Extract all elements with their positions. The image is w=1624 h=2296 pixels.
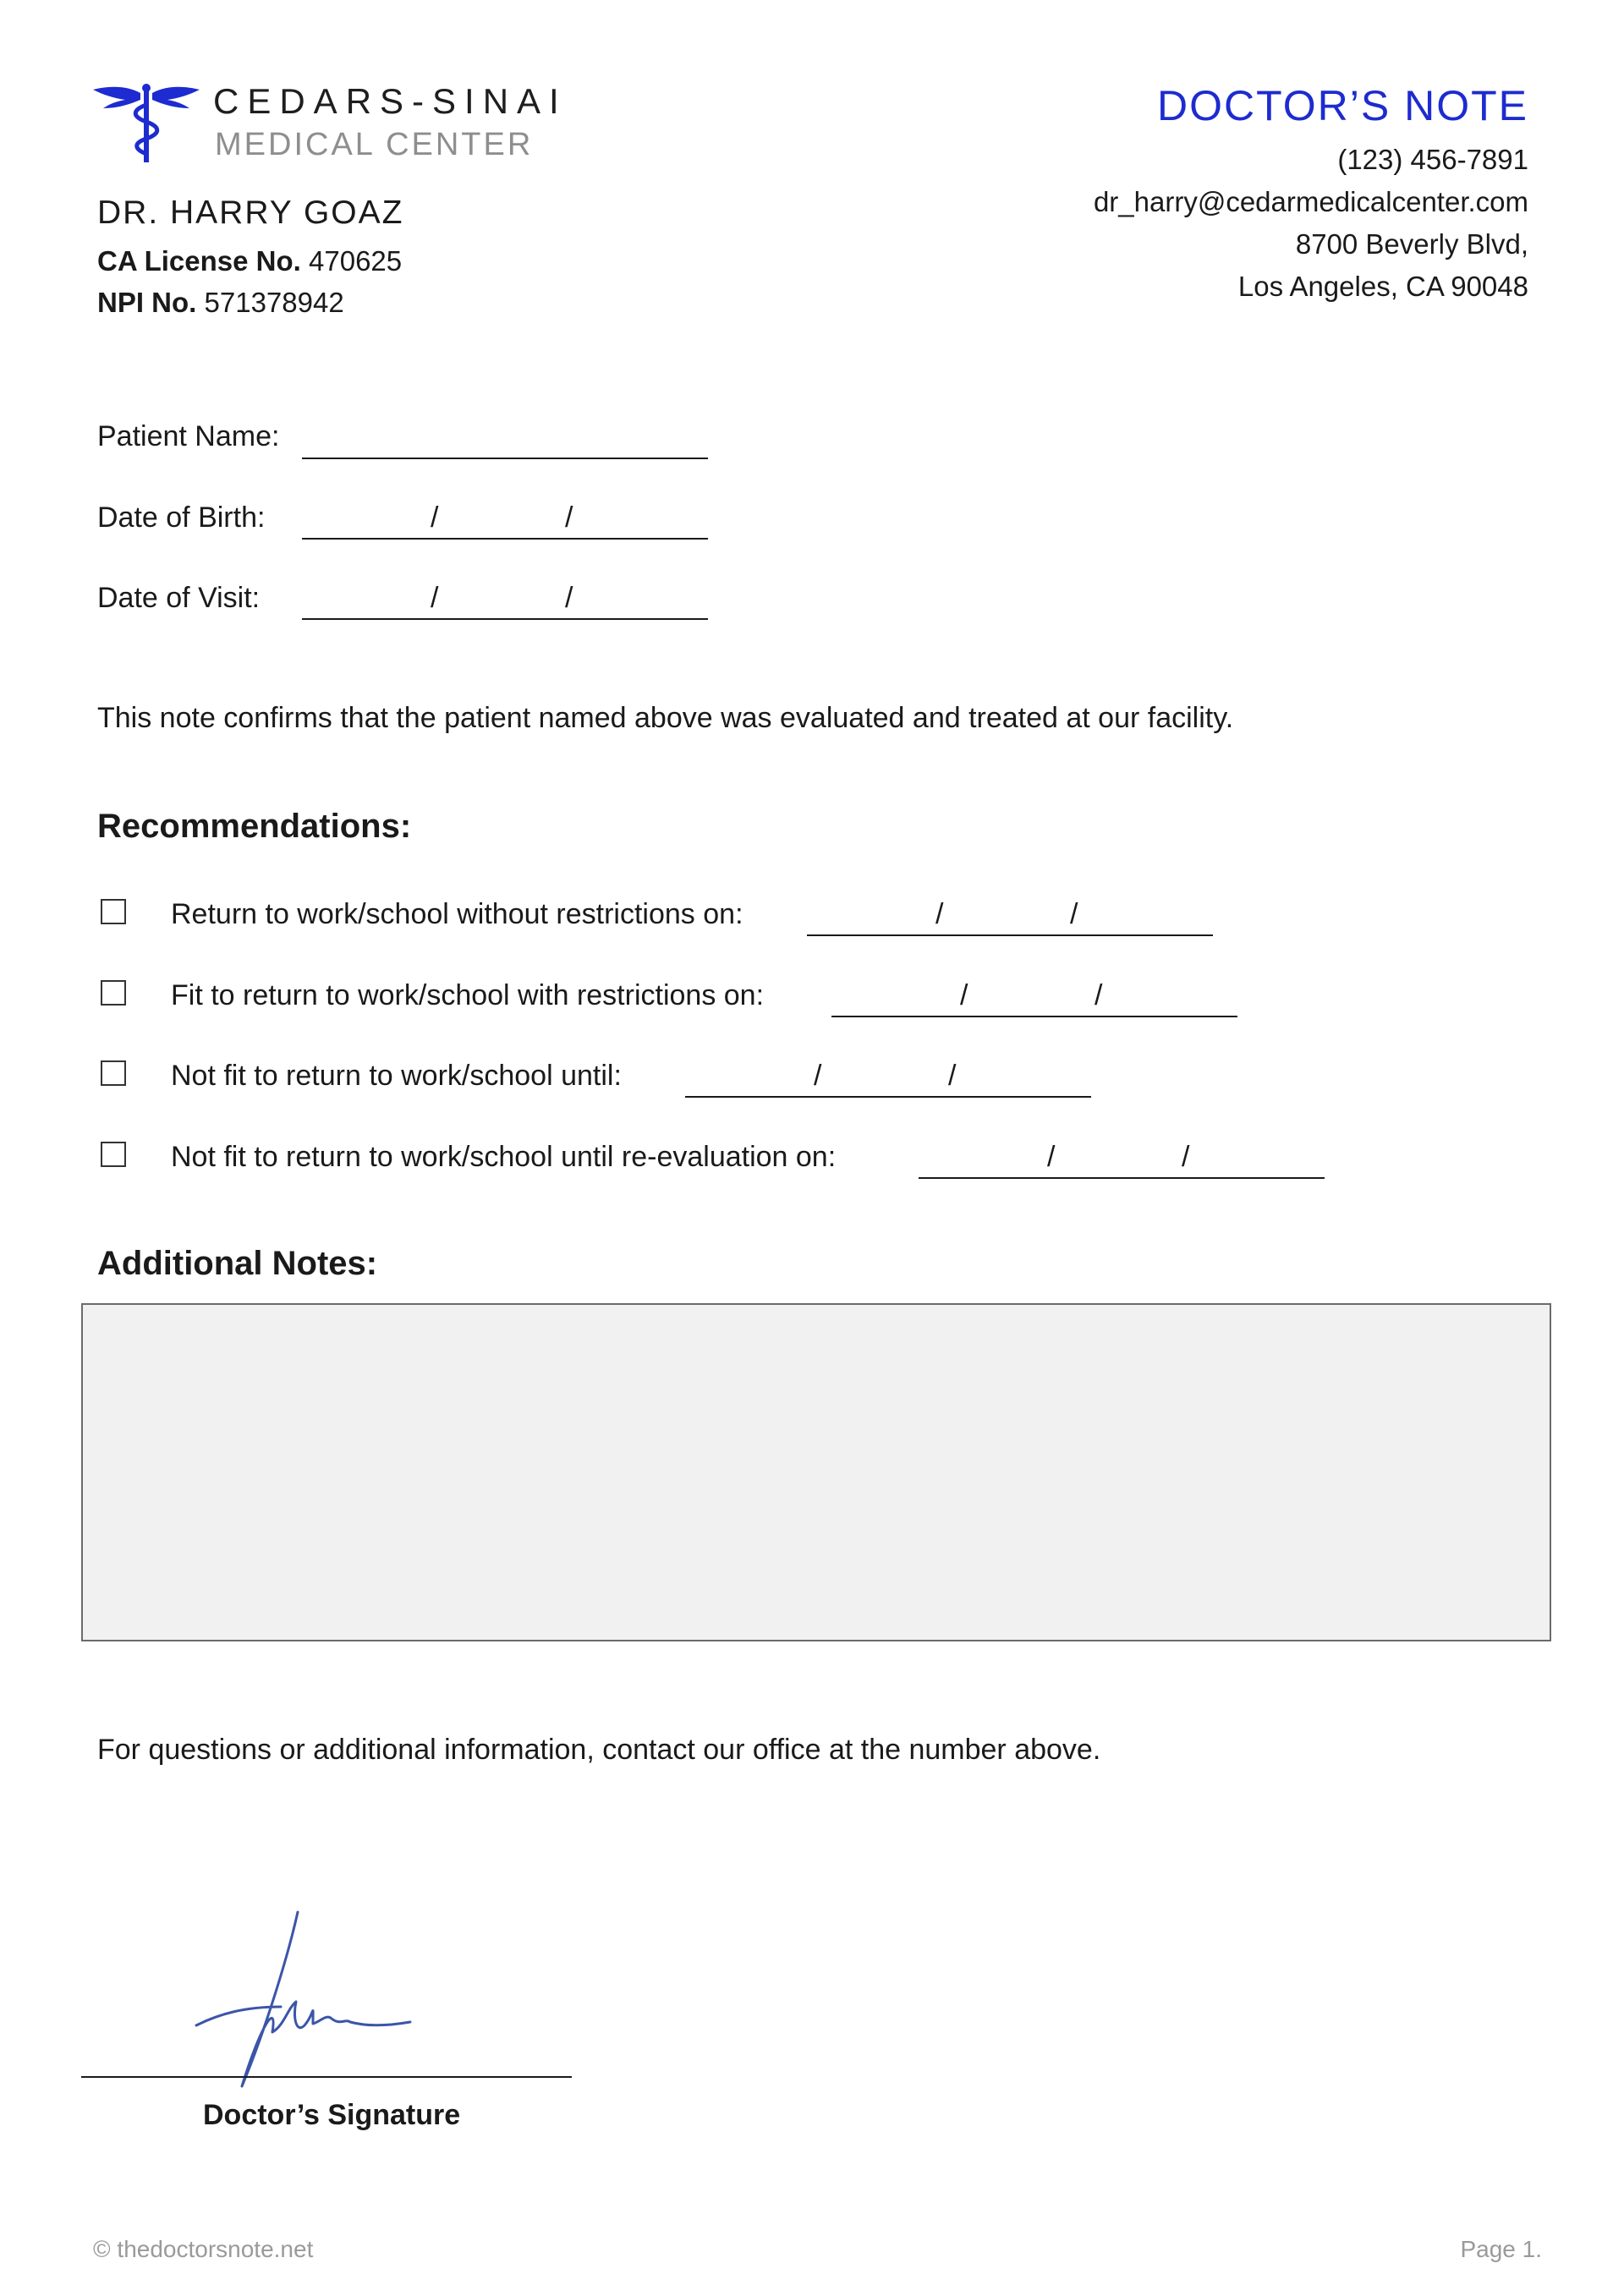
- recommendation-date-field[interactable]: [807, 934, 1213, 936]
- date-separator: /: [960, 979, 968, 1011]
- confirmation-text: This note confirms that the patient named above was evaluated and treated at our facility.: [97, 702, 1234, 734]
- contact-info-text: For questions or additional information, contact our office at the number above.: [97, 1734, 1101, 1766]
- date-separator: /: [431, 501, 439, 534]
- npi-number: [97, 287, 344, 319]
- recommendation-date-field[interactable]: [685, 1096, 1091, 1098]
- date-separator: /: [565, 582, 573, 614]
- date-separator: /: [1095, 979, 1103, 1011]
- document-title: DOCTOR’S NOTE: [1157, 82, 1528, 129]
- license-value: 470625: [309, 245, 403, 277]
- date-separator: /: [1182, 1141, 1190, 1173]
- patient-name-field[interactable]: [302, 458, 708, 459]
- caduceus-icon: [91, 79, 201, 164]
- recommendations-heading: Recommendations:: [97, 808, 412, 845]
- recommendation-label: Not fit to return to work/school until:: [171, 1060, 622, 1092]
- license-label: CA License No.: [97, 245, 301, 277]
- recommendation-checkbox[interactable]: [101, 899, 126, 924]
- doctor-name: DR. HARRY GOAZ: [97, 195, 404, 231]
- date-separator: /: [1047, 1141, 1056, 1173]
- recommendation-checkbox[interactable]: [101, 980, 126, 1006]
- contact-email: dr_harry@cedarmedicalcenter.com: [1093, 186, 1528, 217]
- footer-copyright: © thedoctorsnote.net: [93, 2236, 314, 2262]
- contact-phone: (123) 456-7891: [1337, 144, 1528, 175]
- footer-page-number: Page 1.: [1460, 2236, 1542, 2262]
- additional-notes-field[interactable]: [81, 1303, 1551, 1641]
- recommendation-label: Return to work/school without restrictions on:: [171, 898, 743, 930]
- patient-name-label: Patient Name:: [97, 420, 280, 452]
- date-separator: /: [431, 582, 439, 614]
- dob-field[interactable]: [302, 538, 708, 540]
- recommendation-date-field[interactable]: [831, 1016, 1237, 1017]
- date-separator: /: [814, 1060, 822, 1092]
- dov-field[interactable]: [302, 618, 708, 620]
- npi-value: 571378942: [204, 287, 344, 318]
- date-separator: /: [948, 1060, 957, 1092]
- contact-address-line1: 8700 Beverly Blvd,: [1295, 228, 1528, 260]
- signature-image: [169, 1907, 423, 2118]
- date-separator: /: [1070, 898, 1078, 930]
- date-separator: /: [935, 898, 944, 930]
- additional-notes-heading: Additional Notes:: [97, 1245, 378, 1282]
- recommendation-checkbox[interactable]: [101, 1060, 126, 1086]
- dob-label: Date of Birth:: [97, 501, 266, 534]
- npi-label: NPI No.: [97, 287, 197, 318]
- signature-label: Doctor’s Signature: [203, 2099, 461, 2131]
- date-separator: /: [565, 501, 573, 534]
- recommendation-label: Not fit to return to work/school until re-evaluation on:: [171, 1141, 837, 1173]
- contact-address-line2: Los Angeles, CA 90048: [1237, 271, 1528, 302]
- recommendation-checkbox[interactable]: [101, 1142, 126, 1167]
- brand-subtitle: MEDICAL CENTER: [215, 127, 534, 162]
- dov-label: Date of Visit:: [97, 582, 261, 614]
- signature-line[interactable]: [81, 2076, 572, 2078]
- recommendation-date-field[interactable]: [919, 1177, 1325, 1179]
- brand-name: CEDARS-SINAI: [213, 81, 568, 121]
- license-number: [97, 245, 402, 277]
- recommendation-label: Fit to return to work/school with restrictions on:: [171, 979, 765, 1011]
